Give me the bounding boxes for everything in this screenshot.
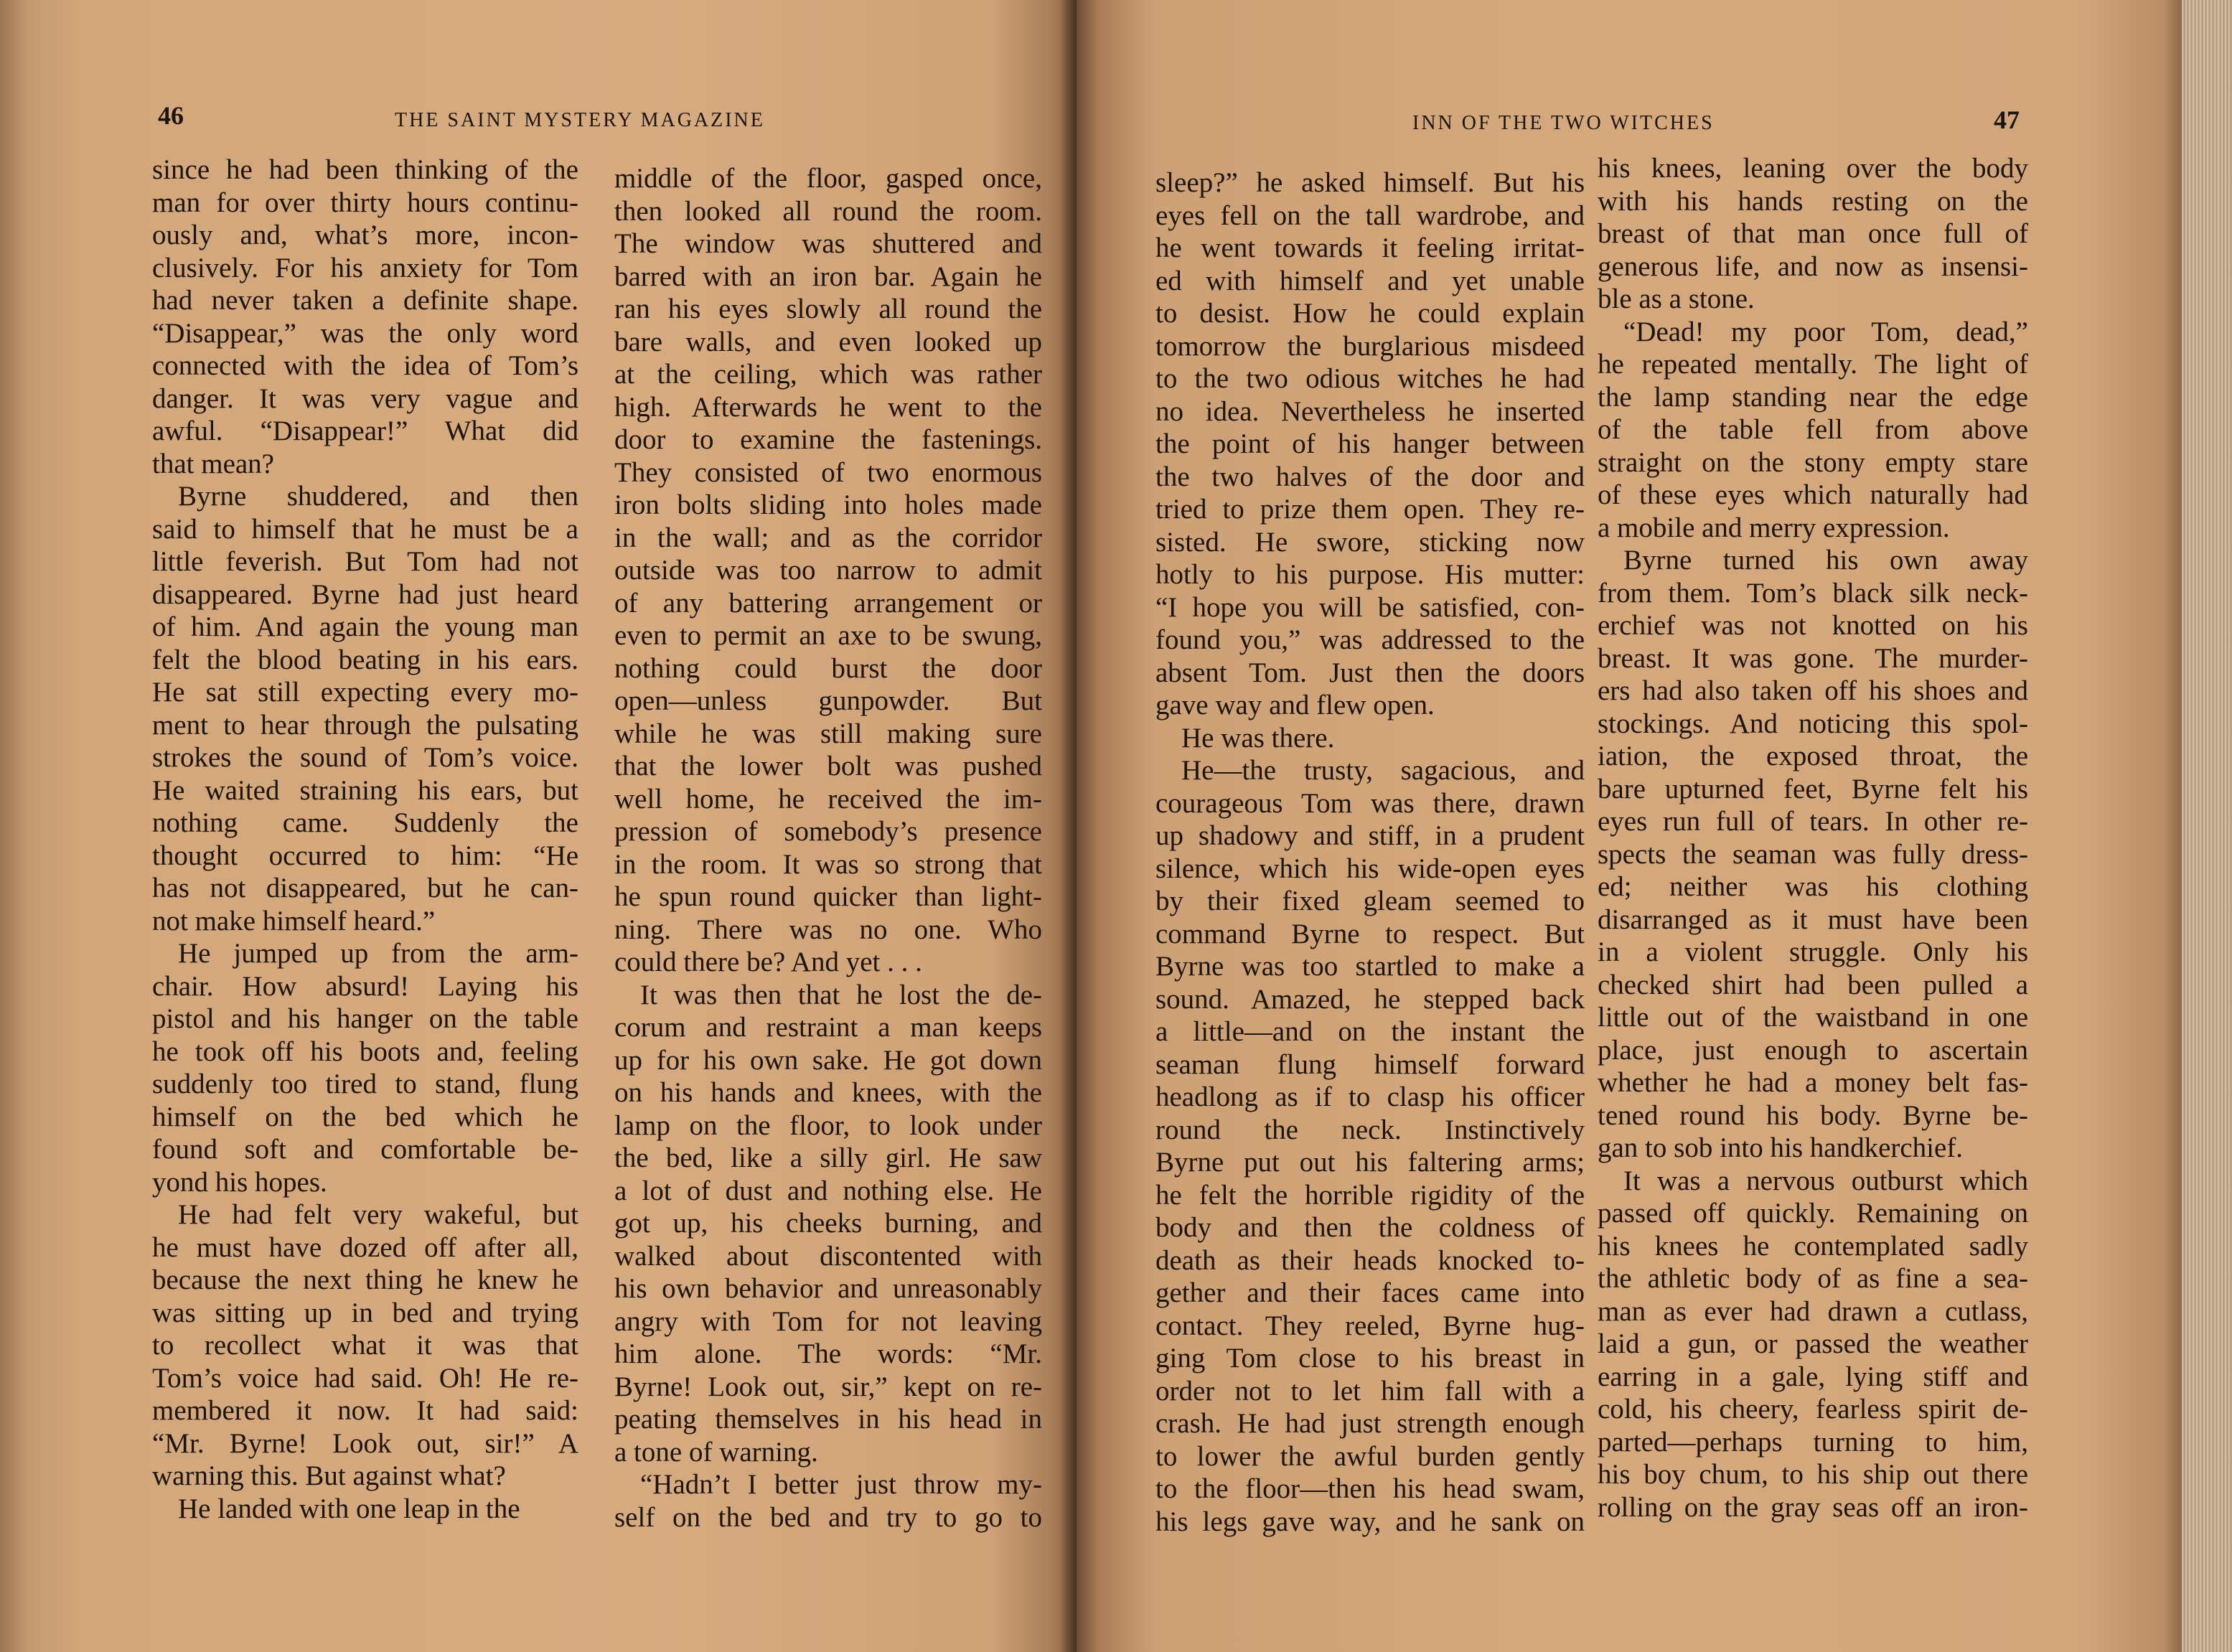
text-line: crash. He had just strength enough — [1155, 1408, 1585, 1439]
text-line: has not disappeared, but he can- — [152, 873, 578, 904]
text-line: He sat still expecting every mo- — [152, 677, 578, 708]
text-line: outside was too narrow to admit — [614, 555, 1042, 586]
text-line: seaman flung himself forward — [1155, 1048, 1585, 1080]
text-line: that the lower bolt was pushed — [614, 751, 1042, 782]
text-line: command Byrne to respect. But — [1155, 918, 1585, 949]
text-line: generous life, and now as insensi- — [1598, 250, 2028, 282]
text-line: his knees he contemplated sadly — [1598, 1230, 2028, 1262]
text-line: “Mr. Byrne! Look out, sir!” A — [152, 1427, 578, 1459]
page-block-edge — [2182, 0, 2232, 1652]
text-line: in the wall; and as the corridor — [614, 522, 1042, 553]
text-line: by their fixed gleam seemed to — [1155, 886, 1585, 916]
text-line: disappeared. Byrne had just heard — [152, 578, 578, 610]
text-line: got up, his cheeks burning, and — [614, 1208, 1042, 1239]
text-line: him alone. The words: “Mr. — [614, 1338, 1042, 1369]
text-line: laid a gun, or passed the weather — [1598, 1328, 2028, 1359]
text-line: he felt the horrible rigidity of the — [1155, 1179, 1585, 1211]
text-line: the bed, like a silly girl. He saw — [614, 1142, 1042, 1173]
text-line: He—the trusty, sagacious, and — [1181, 755, 1585, 786]
text-line: even to permit an axe to be swung, — [614, 620, 1042, 651]
text-line: warning this. But against what? — [152, 1460, 506, 1491]
text-line: gave way and flew open. — [1155, 690, 1435, 721]
text-line: contact. They reeled, Byrne hug- — [1155, 1310, 1585, 1341]
text-line: to desist. How he could explain — [1155, 298, 1585, 329]
text-line: “Hadn’t I better just throw my- — [640, 1469, 1042, 1500]
text-line: sound. Amazed, he stepped back — [1155, 983, 1585, 1015]
page-number-left: 46 — [158, 101, 184, 130]
text-line: yond his hopes. — [152, 1166, 327, 1198]
text-line: from them. Tom’s black silk neck- — [1598, 577, 2028, 609]
text-line: to recollect what it was that — [152, 1330, 578, 1361]
text-line: They consisted of two enormous — [614, 456, 1042, 488]
text-line: found you,” was addressed to the — [1155, 624, 1585, 655]
text-line: of the table fell from above — [1598, 414, 2028, 445]
right-page — [1077, 0, 2182, 1652]
text-line: ment to hear through the pulsating — [152, 709, 578, 741]
text-line: corum and restraint a man keeps — [614, 1012, 1042, 1043]
text-line: breast. It was gone. The murder- — [1598, 642, 2028, 674]
text-line: bare upturned feet, Byrne felt his — [1598, 773, 2028, 804]
text-line: his own behavior and unreasonably — [614, 1273, 1042, 1304]
text-line: The window was shuttered and — [614, 228, 1042, 259]
text-line: barred with an iron bar. Again he — [614, 261, 1042, 292]
text-line: the point of his hanger between — [1155, 428, 1585, 459]
text-line: rolling on the gray seas off an iron- — [1598, 1491, 2028, 1523]
text-line: that mean? — [152, 448, 274, 479]
right-column-2 — [1598, 152, 2028, 1524]
text-line: a tone of warning. — [614, 1436, 818, 1468]
left-column-1 — [152, 154, 578, 1525]
text-line: tomorrow the burglarious misdeed — [1155, 330, 1585, 362]
text-line: Byrne shuddered, and then — [178, 481, 578, 512]
text-line: he spun round quicker than light- — [614, 881, 1042, 912]
text-line: then looked all round the room. — [614, 195, 1042, 227]
text-line: Byrne turned his own away — [1623, 545, 2028, 576]
text-line: lamp on the floor, to look under — [614, 1109, 1042, 1141]
text-line: a little—and on the instant the — [1155, 1016, 1585, 1047]
text-line: the lamp standing near the edge — [1598, 381, 2028, 413]
text-line: He had felt very wakeful, but — [178, 1199, 578, 1230]
text-line: the two halves of the door and — [1155, 461, 1585, 492]
text-line: himself on the bed which he — [152, 1101, 578, 1132]
text-line: since he had been thinking of the — [152, 154, 578, 185]
text-line: because the next thing he knew he — [152, 1264, 578, 1295]
text-line: a lot of dust and nothing else. He — [614, 1175, 1042, 1206]
text-line: with his hands resting on the — [1598, 185, 2028, 217]
text-line: of any battering arrangement or — [614, 587, 1042, 619]
text-line: He was there. — [1181, 722, 1335, 754]
text-line: place, just enough to ascertain — [1598, 1034, 2028, 1066]
text-line: pistol and his hanger on the table — [152, 1003, 578, 1034]
text-line: danger. It was very vague and — [152, 383, 578, 414]
text-line: well home, he received the im- — [614, 783, 1042, 815]
text-line: spects the seaman was fully dress- — [1598, 838, 2028, 870]
text-line: iation, the exposed throat, the — [1598, 741, 2028, 771]
text-line: Tom’s voice had said. Oh! He re- — [152, 1362, 578, 1394]
text-line: door to examine the fastenings. — [614, 424, 1042, 455]
text-line: at the ceiling, which was rather — [614, 359, 1042, 390]
text-line: no idea. Nevertheless he inserted — [1155, 395, 1585, 427]
right-column-1 — [1155, 166, 1585, 1538]
text-line: membered it now. It had said: — [152, 1395, 578, 1426]
text-line: ble as a stone. — [1598, 283, 1755, 314]
text-line: peating themselves in his head in — [614, 1404, 1042, 1435]
text-line: death as their heads knocked to- — [1155, 1244, 1585, 1276]
text-line: up shadowy and stiff, in a prudent — [1155, 820, 1585, 851]
text-line: gether and their faces came into — [1155, 1277, 1585, 1308]
text-line: headlong as if to clasp his officer — [1155, 1081, 1585, 1112]
text-line: He waited straining his ears, but — [152, 774, 578, 806]
text-line: not make himself heard.” — [152, 905, 436, 937]
text-line: Byrne! Look out, sir,” kept on re- — [614, 1371, 1042, 1402]
text-line: thought occurred to him: “He — [152, 840, 578, 871]
text-line: ning. There was no one. Who — [614, 914, 1042, 945]
text-line: was sitting up in bed and trying — [152, 1297, 578, 1328]
running-head-right: INN OF THE TWO WITCHES — [1412, 112, 1715, 134]
text-line: He landed with one leap in the — [178, 1493, 520, 1524]
text-line: pression of somebody’s presence — [614, 816, 1042, 847]
left-column-2 — [614, 162, 1042, 1534]
text-line: bare walls, and even looked up — [614, 326, 1042, 357]
text-line: to the floor—then his head swam, — [1155, 1473, 1585, 1504]
text-line: nothing could burst the door — [614, 652, 1042, 684]
text-line: earring in a gale, lying stiff and — [1598, 1361, 2028, 1392]
text-line: iron bolts sliding into holes made — [614, 489, 1042, 520]
text-line: he went towards it feeling irritat- — [1155, 233, 1585, 263]
text-line: ed with himself and yet unable — [1155, 265, 1585, 296]
text-line: he took off his boots and, feeling — [152, 1036, 578, 1067]
text-line: passed off quickly. Remaining on — [1598, 1198, 2028, 1229]
text-line: round the neck. Instinctively — [1155, 1114, 1585, 1145]
text-line: high. Afterwards he went to the — [614, 391, 1042, 423]
text-line: checked shirt had been pulled a — [1598, 969, 2028, 1000]
text-line: eyes run full of tears. In other re- — [1598, 806, 2028, 837]
text-line: up for his own sake. He got down — [614, 1044, 1042, 1076]
text-line: order not to let him fall with a — [1155, 1375, 1585, 1407]
text-line: ging Tom close to his breast in — [1155, 1343, 1585, 1374]
text-line: to lower the awful burden gently — [1155, 1440, 1585, 1472]
text-line: It was then that he lost the de- — [640, 979, 1042, 1010]
text-line: stockings. And noticing this spol- — [1598, 708, 2028, 739]
page-number-right: 47 — [1994, 105, 2020, 134]
text-line: open—unless gunpowder. But — [614, 685, 1042, 716]
text-line: to the two odious witches he had — [1155, 363, 1585, 394]
text-line: on his hands and knees, with the — [614, 1077, 1042, 1108]
text-line: of him. And again the young man — [152, 611, 578, 642]
text-line: said to himself that he must be a — [152, 513, 578, 545]
text-line: disarranged as it must have been — [1598, 904, 2028, 935]
text-line: chair. How absurd! Laying his — [152, 970, 578, 1002]
text-line: could there be? And yet . . . — [614, 947, 922, 977]
text-line: of these eyes which naturally had — [1598, 479, 2028, 510]
text-line: his legs gave way, and he sank on — [1155, 1506, 1585, 1537]
text-line: awful. “Disappear!” What did — [152, 416, 578, 446]
text-line: walked about discontented with — [614, 1240, 1042, 1272]
text-line: a mobile and merry expression. — [1598, 512, 1950, 543]
text-line: cold, his cheery, fearless spirit de- — [1598, 1394, 2028, 1425]
text-line: “Disappear,” was the only word — [152, 317, 578, 349]
text-line: Byrne put out his faltering arms; — [1155, 1147, 1585, 1178]
text-line: self on the bed and try to go to — [614, 1501, 1042, 1533]
text-line: sisted. He swore, sticking now — [1155, 526, 1585, 558]
text-line: It was a nervous outburst which — [1623, 1165, 2028, 1196]
text-line: in a violent struggle. Only his — [1598, 937, 2028, 967]
text-line: Byrne was too startled to make a — [1155, 951, 1585, 982]
text-line: parted—perhaps turning to him, — [1598, 1426, 2028, 1458]
text-line: his boy chum, to his ship out there — [1598, 1459, 2028, 1490]
text-line: had never taken a definite shape. — [152, 285, 578, 316]
text-line: connected with the idea of Tom’s — [152, 350, 578, 381]
text-line: straight on the stony empty stare — [1598, 446, 2028, 478]
text-line: he repeated mentally. The light of — [1598, 349, 2028, 380]
text-line: strokes the sound of Tom’s voice. — [152, 742, 578, 773]
text-line: body and then the coldness of — [1155, 1212, 1585, 1243]
text-line: ously and, what’s more, incon- — [152, 220, 578, 250]
text-line: found soft and comfortable be- — [152, 1134, 578, 1165]
text-line: ran his eyes slowly all round the — [614, 294, 1042, 324]
text-line: angry with Tom for not leaving — [614, 1305, 1042, 1337]
text-line: tened round his body. Byrne be- — [1598, 1099, 2028, 1131]
text-line: gan to sob into his handkerchief. — [1598, 1132, 1964, 1163]
text-line: nothing came. Suddenly the — [152, 807, 578, 838]
text-line: his knees, leaning over the body — [1598, 153, 2028, 184]
text-line: suddenly too tired to stand, flung — [152, 1069, 578, 1099]
text-line: little feverish. But Tom had not — [152, 546, 578, 577]
text-line: man for over thirty hours continu- — [152, 187, 578, 218]
text-line: whether he had a money belt fas- — [1598, 1067, 2028, 1098]
text-line: he must have dozed off after all, — [152, 1231, 578, 1263]
text-line: hotly to his purpose. His mutter: — [1155, 559, 1585, 590]
text-line: courageous Tom was there, drawn — [1155, 787, 1585, 819]
text-line: felt the blood beating in his ears. — [152, 644, 578, 675]
text-line: little out of the waistband in one — [1598, 1002, 2028, 1033]
text-line: breast of that man once full of — [1598, 218, 2028, 249]
text-line: “Dead! my poor Tom, dead,” — [1623, 316, 2028, 347]
text-line: “I hope you will be satisfied, con- — [1155, 591, 1585, 623]
text-line: absent Tom. Just then the doors — [1155, 657, 1585, 688]
left-page — [0, 0, 1077, 1652]
text-line: in the room. It was so strong that — [614, 848, 1042, 880]
text-line: ers had also taken off his shoes and — [1598, 675, 2028, 706]
text-line: He jumped up from the arm- — [178, 938, 578, 969]
text-line: silence, which his wide-open eyes — [1155, 853, 1585, 884]
text-line: sleep?” he asked himself. But his — [1155, 167, 1585, 198]
running-head-left: THE SAINT MYSTERY MAGAZINE — [395, 109, 765, 131]
text-line: erchief was not knotted on his — [1598, 610, 2028, 641]
text-line: middle of the floor, gasped once, — [614, 163, 1042, 194]
text-line: tried to prize them open. They re- — [1155, 494, 1585, 525]
text-line: clusively. For his anxiety for Tom — [152, 252, 578, 283]
text-line: eyes fell on the tall wardrobe, and — [1155, 200, 1585, 231]
text-line: while he was still making sure — [614, 718, 1042, 749]
text-line: man as ever had drawn a cutlass, — [1598, 1295, 2028, 1327]
text-line: the athletic body of as fine a sea- — [1598, 1263, 2028, 1294]
text-line: ed; neither was his clothing — [1598, 871, 2028, 902]
